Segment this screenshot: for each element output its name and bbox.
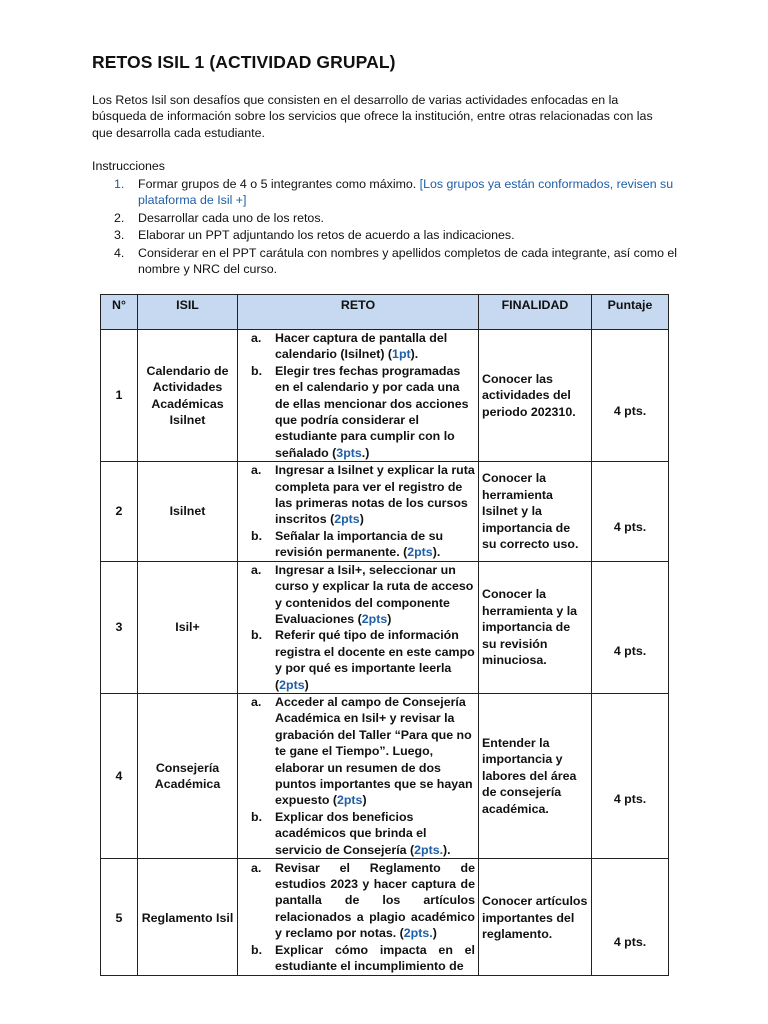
- reto-item: [241, 462, 475, 528]
- reto-points: 2pts.: [414, 842, 444, 857]
- cell-reto: [238, 330, 479, 462]
- cell-num: 5: [101, 859, 138, 976]
- cell-puntaje: 4 pts.: [592, 462, 669, 561]
- cell-isil: Consejería Académica: [138, 693, 238, 858]
- instruction-text: Elaborar un PPT adjuntando los retos de acuerdo a las indicaciones.: [138, 228, 515, 243]
- cell-finalidad: Conocer la herramienta y la importancia de su revisión minuciosa.: [479, 561, 592, 693]
- cell-reto: [238, 693, 479, 858]
- reto-item: [241, 363, 475, 461]
- reto-item: [241, 860, 475, 942]
- reto-item: [241, 942, 475, 975]
- reto-letter: b.: [251, 628, 263, 643]
- reto-item: [241, 562, 475, 628]
- reto-end: ): [432, 926, 437, 941]
- intro-paragraph: Los Retos Isil son desafíos que consisten en el desarrollo de varias actividades enfocadas en la búsqueda de información sobre los servicios que ofrece la institución, entre otras relacionadas con las que desarrolla cada estudiante.: [92, 93, 653, 140]
- cell-finalidad: Conocer artículos importantes del reglamento.: [479, 859, 592, 976]
- reto-letter: b.: [251, 942, 263, 957]
- cell-isil: Isilnet: [138, 462, 238, 561]
- page-title: RETOS ISIL 1 (ACTIVIDAD GRUPAL): [92, 52, 396, 72]
- reto-text: Elegir tres fechas programadas en el calendario y por cada una de ellas mencionar dos acciones que podría considerar el estudiante para cumplir con lo señalado (: [275, 363, 469, 460]
- reto-points: 2pts: [279, 677, 305, 692]
- reto-text: Señalar la importancia de su revisión permanente. (: [275, 528, 444, 560]
- cell-isil: Isil+: [138, 561, 238, 693]
- table-row: [101, 330, 669, 462]
- instruction-number: 4.: [114, 245, 125, 260]
- instruction-text: Desarrollar cada uno de los retos.: [138, 210, 324, 225]
- instruction-item: [92, 245, 682, 278]
- reto-text: Hacer captura de pantalla del calendario (Isilnet) (: [275, 331, 448, 362]
- instructions-title: Instrucciones: [92, 159, 166, 173]
- reto-points: 2pts: [334, 512, 360, 527]
- reto-text: Acceder al campo de Consejería Académica en Isil+ y revisar la grabación del Taller “Para que no te gane el Tiempo”. Luego, elaborar un resumen de dos puntos importantes que se hayan expuesto (: [275, 694, 473, 808]
- instruction-text: Formar grupos de 4 o 5 integrantes como máximo.: [138, 177, 420, 191]
- table-row: [101, 859, 669, 976]
- cell-num: 3: [101, 561, 138, 693]
- cell-reto: [238, 462, 479, 561]
- instruction-item: [92, 210, 682, 226]
- cell-puntaje: 4 pts.: [592, 561, 669, 693]
- reto-letter: a.: [251, 562, 262, 577]
- reto-points: 2pts: [407, 545, 433, 560]
- cell-finalidad: Conocer la herramienta Isilnet y la importancia de su correcto uso.: [479, 462, 592, 561]
- reto-points: 2pts: [336, 793, 363, 808]
- instruction-text: Considerar en el PPT carátula con nombres y apellidos completos de cada integrante, así como el nombre y NRC del curso.: [138, 245, 678, 277]
- reto-text: Revisar el Reglamento de estudios 2023 y hacer captura de pantalla de los artículos relacionados a plagio académico y reclamo por notas. (: [275, 860, 475, 941]
- instruction-number: 3.: [114, 228, 125, 243]
- instruction-note: [Los grupos ya están conformados, revisen su plataforma de Isil +]: [138, 177, 674, 208]
- table-row: [101, 561, 669, 693]
- table-header-row: [101, 295, 669, 330]
- reto-item: [241, 809, 475, 858]
- reto-end: ).: [432, 545, 441, 560]
- cell-puntaje: 4 pts.: [592, 693, 669, 858]
- retos-table: [100, 294, 669, 976]
- reto-text: Explicar cómo impacta en el estudiante el incumplimiento de: [275, 942, 475, 974]
- reto-points: 2pts: [361, 611, 388, 626]
- reto-item: [241, 694, 475, 809]
- reto-end: ): [359, 512, 364, 527]
- header-num: N°: [101, 295, 138, 330]
- reto-letter: b.: [251, 528, 263, 543]
- instructions-list: [92, 176, 682, 278]
- reto-letter: a.: [251, 331, 262, 345]
- reto-letter: a.: [251, 694, 262, 709]
- cell-num: 2: [101, 462, 138, 561]
- reto-item: [241, 528, 475, 561]
- reto-letter: a.: [251, 463, 262, 478]
- instruction-number: 1.: [114, 177, 125, 191]
- table-row: [101, 693, 669, 858]
- cell-reto: [238, 561, 479, 693]
- cell-finalidad: Entender la importancia y labores del área de consejería académica.: [479, 693, 592, 858]
- reto-end: ): [362, 793, 367, 808]
- reto-text: Ingresar a Isilnet y explicar la ruta completa para ver el registro de las primeras notas de los cursos inscritos (: [275, 463, 475, 527]
- header-puntaje: Puntaje: [592, 295, 669, 330]
- cell-num: 1: [101, 330, 138, 462]
- reto-item: [241, 627, 475, 693]
- reto-end: ): [387, 611, 392, 626]
- instruction-item: [92, 227, 682, 243]
- reto-letter: b.: [251, 363, 263, 378]
- cell-puntaje: 4 pts.: [592, 859, 669, 976]
- instruction-item: [92, 176, 682, 209]
- header-isil: ISIL: [138, 295, 238, 330]
- table-row: [101, 462, 669, 561]
- header-reto: RETO: [238, 295, 479, 330]
- cell-puntaje: 4 pts.: [592, 330, 669, 462]
- reto-end: ).: [410, 347, 419, 362]
- reto-points: 2pts.: [403, 926, 433, 941]
- reto-end: ).: [443, 842, 451, 857]
- reto-end: ): [304, 677, 309, 692]
- header-finalidad: FINALIDAD: [479, 295, 592, 330]
- reto-item: [241, 330, 475, 363]
- reto-text: Ingresar a Isil+, seleccionar un curso y explicar la ruta de acceso y contenidos del componente Evaluaciones (: [275, 562, 474, 626]
- cell-isil: Reglamento Isil: [138, 859, 238, 976]
- cell-reto: [238, 859, 479, 976]
- reto-text: Explicar dos beneficios académicos que brinda el servicio de Consejería (: [275, 809, 427, 857]
- reto-end: .): [361, 445, 370, 460]
- reto-text: Referir qué tipo de información registra el docente en este campo y por qué es importante leerla (: [275, 628, 475, 692]
- cell-num: 4: [101, 693, 138, 858]
- cell-finalidad: Conocer las actividades del periodo 202310.: [479, 330, 592, 462]
- reto-points: 3pts: [336, 445, 362, 460]
- reto-letter: a.: [251, 860, 262, 875]
- reto-letter: b.: [251, 809, 263, 824]
- instruction-number: 2.: [114, 210, 125, 225]
- reto-points: 1pt: [392, 347, 411, 362]
- cell-isil: Calendario de Actividades Académicas Isilnet: [138, 330, 238, 462]
